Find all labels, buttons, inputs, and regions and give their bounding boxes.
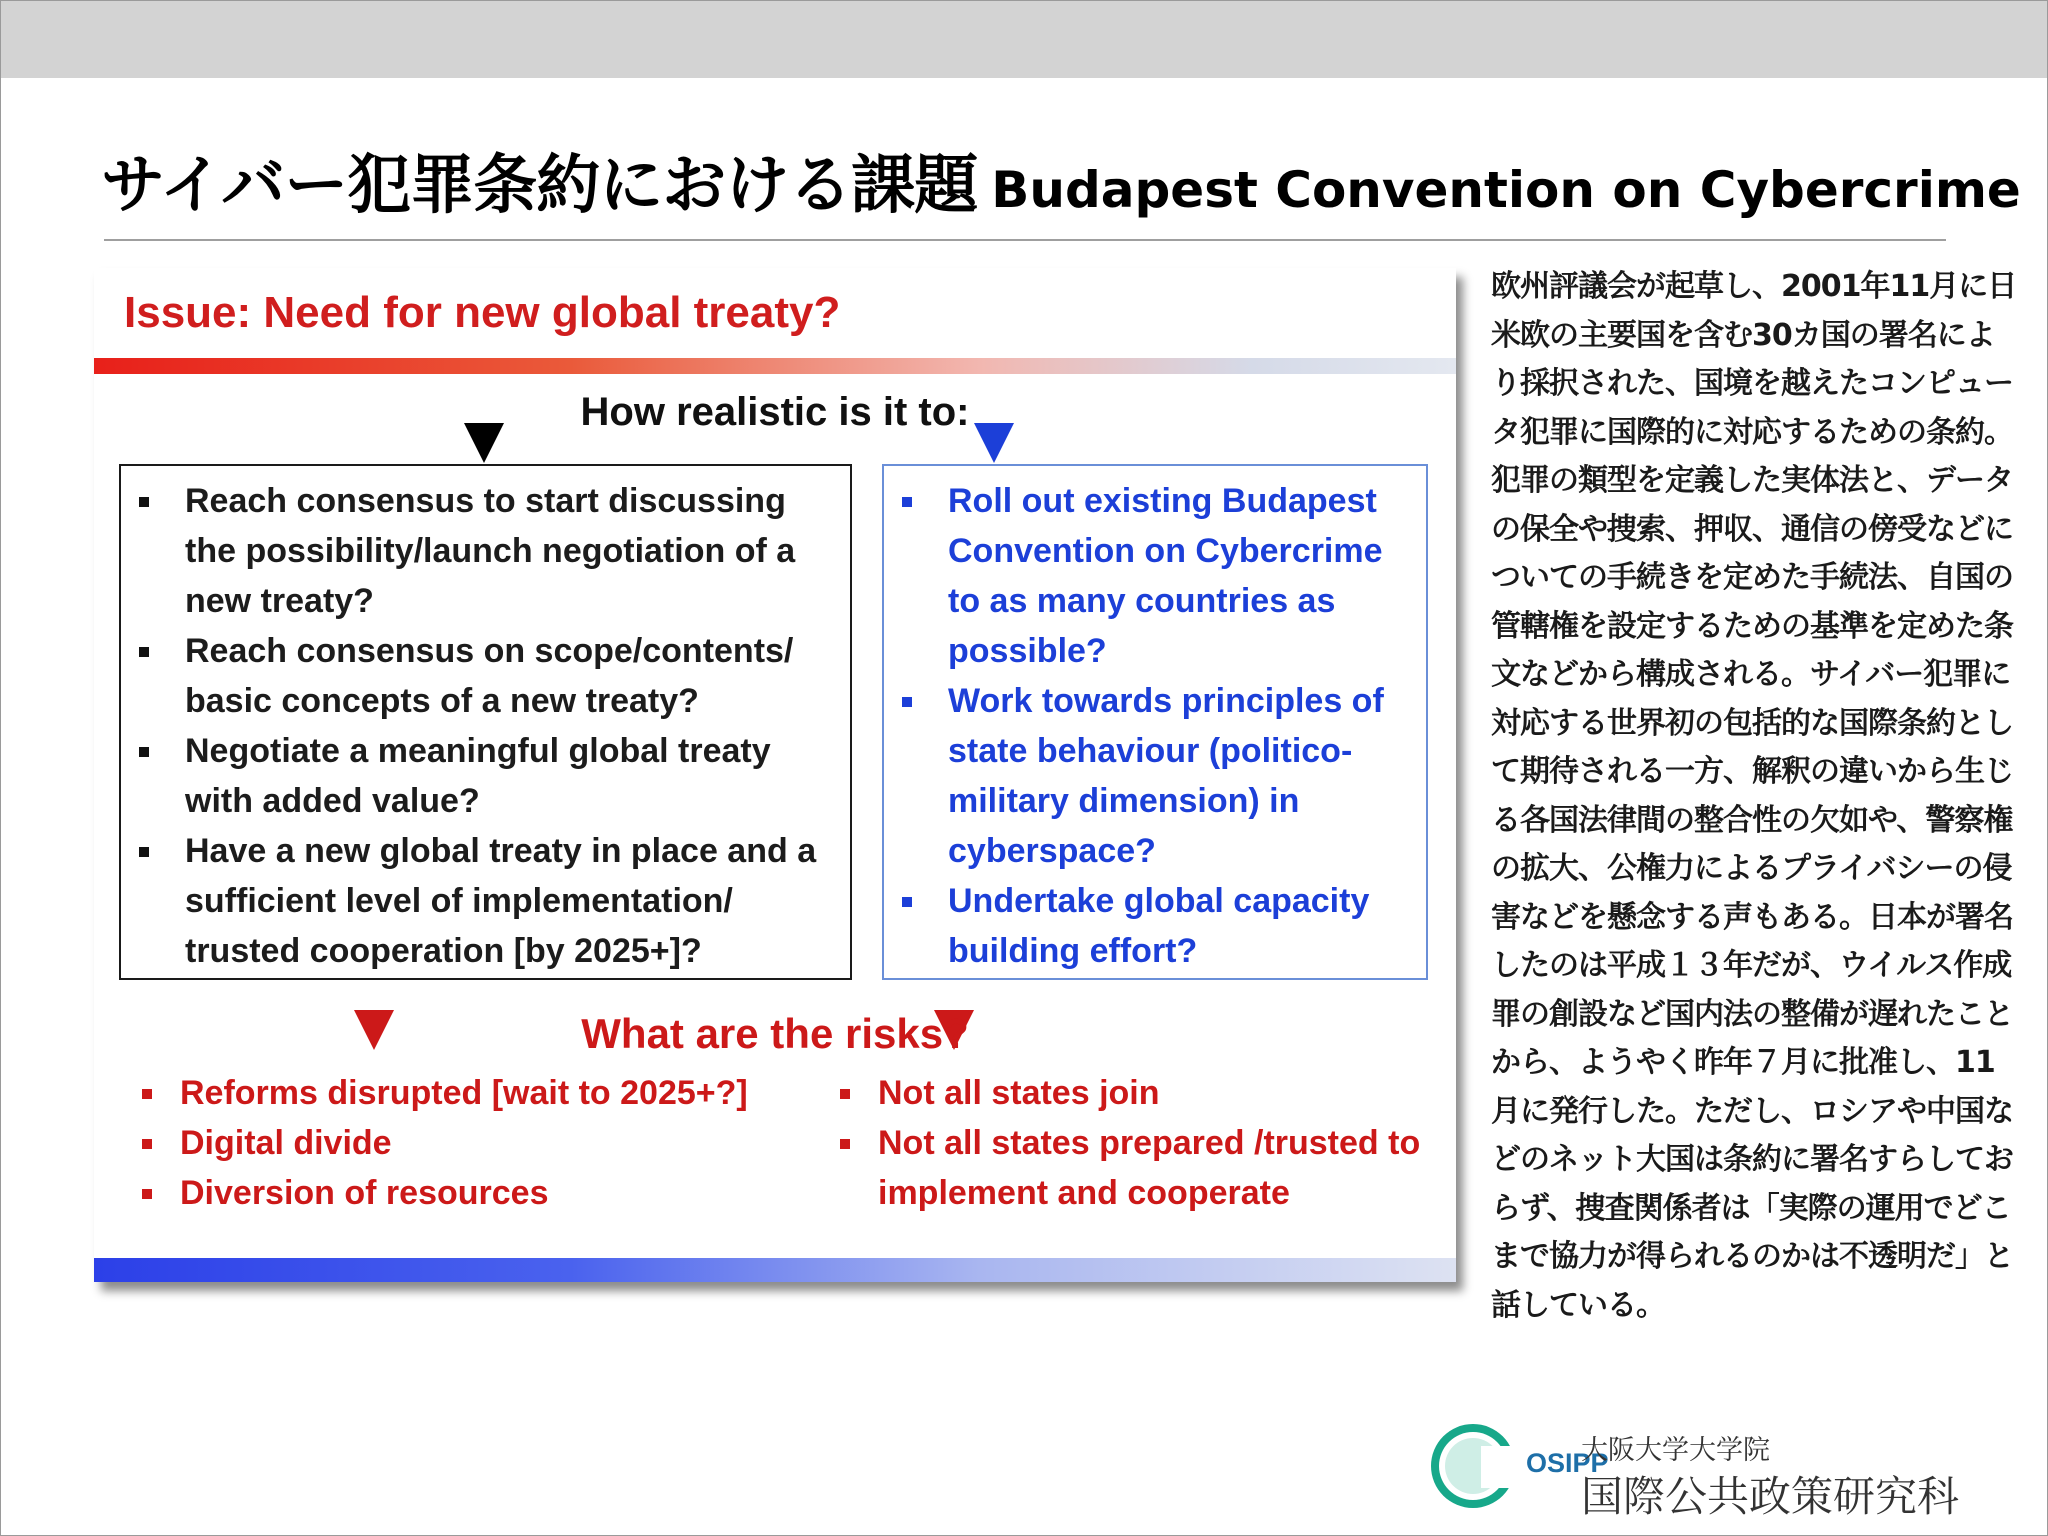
down-arrow-blue-icon xyxy=(974,423,1014,463)
title-divider xyxy=(104,239,1946,241)
slide-title xyxy=(101,136,2021,236)
top-gradient-bar xyxy=(94,358,1456,374)
title-english: Budapest Convention on Cybercrime xyxy=(991,161,2021,219)
bullet-icon xyxy=(139,747,149,757)
bullet-icon xyxy=(840,1089,850,1099)
bullet-icon xyxy=(142,1189,152,1199)
list-item: Digital divide xyxy=(134,1118,834,1168)
bullet-icon xyxy=(139,847,149,857)
explanation-text: 欧州評議会が起草し、2001年11月に日米欧の主要国を含む30カ国の署名により採択された、国境を越えたコンピュータ犯罪に国際的に対応するための条約。犯罪の類型を定義した実体法と、データの保全や捜索、押収、通信の傍受などについての手続きを定めた手続法、自国の管轄権を設定するための基準を定めた条文などから構成される。サイバー犯罪に対応する世界初の包括的な国際条約として期待される一方、解釈の違いから生じる各国法律間の整合性の欠如や、警察権の拡大、公権力によるプライバシーの侵害などを懸念する声もある。日本が署名したのは平成１３年だが、ウイルス作成罪の創設など国内法の整備が遅れたことから、ようやく昨年７月に批准し、11月に発行した。ただし、ロシアや中国などのネット大国は条約に署名すらしておらず、捜査関係者は「実際の運用でどこまで協力が得られるのかは不透明だ」と話している。 xyxy=(1491,269,2017,1323)
realistic-question: How realistic is it to: xyxy=(580,390,970,434)
left-options-box xyxy=(119,464,852,980)
bottom-gradient-bar xyxy=(94,1258,1456,1282)
bullet-icon xyxy=(902,697,912,707)
issue-title: Issue: Need for new global treaty? xyxy=(124,288,841,337)
right-options-box xyxy=(882,464,1428,980)
top-band xyxy=(1,1,2047,78)
risks-right-list xyxy=(832,1068,1432,1218)
osipp-mark: OSIPP xyxy=(1526,1448,1609,1478)
list-item: Undertake global capacity building effort? xyxy=(898,876,1418,976)
bullet-icon xyxy=(139,497,149,507)
down-arrow-black-icon xyxy=(464,423,504,463)
list-item: Have a new global treaty in place and a sufficient level of implementation/ trusted cooperation [by 2025+]? xyxy=(135,826,842,976)
embedded-slide xyxy=(94,268,1456,1282)
bullet-icon xyxy=(139,647,149,657)
risks-left-list xyxy=(134,1068,834,1218)
bullet-icon xyxy=(142,1139,152,1149)
list-item: Work towards principles of state behaviour (politico-military dimension) in cyberspace? xyxy=(898,676,1418,876)
bullet-icon xyxy=(902,897,912,907)
list-item: Roll out existing Budapest Convention on Cybercrime to as many countries as possible? xyxy=(898,476,1418,676)
list-item: Not all states join xyxy=(832,1068,1432,1118)
osipp-logo xyxy=(1421,1416,1981,1521)
org-name-line1: 大阪大学大学院 xyxy=(1581,1435,1770,1466)
list-item: Diversion of resources xyxy=(134,1168,834,1218)
risks-title: What are the risks? xyxy=(581,1010,969,1057)
title-japanese: サイバー犯罪条約における課題 xyxy=(101,149,978,223)
list-item: Reach consensus on scope/contents/ basic concepts of a new treaty? xyxy=(135,626,842,726)
list-item: Negotiate a meaningful global treaty with added value? xyxy=(135,726,842,826)
list-item: Reach consensus to start discussing the possibility/launch negotiation of a new treaty? xyxy=(135,476,842,626)
left-options-list xyxy=(135,476,842,976)
list-item: Reforms disrupted [wait to 2025+?] xyxy=(134,1068,834,1118)
bullet-icon xyxy=(902,497,912,507)
bullet-icon xyxy=(142,1089,152,1099)
org-name-line2: 国際公共政策研究科 xyxy=(1581,1472,1960,1521)
right-options-list xyxy=(898,476,1418,976)
list-item: Not all states prepared /trusted to implement and cooperate xyxy=(832,1118,1432,1218)
bullet-icon xyxy=(840,1139,850,1149)
